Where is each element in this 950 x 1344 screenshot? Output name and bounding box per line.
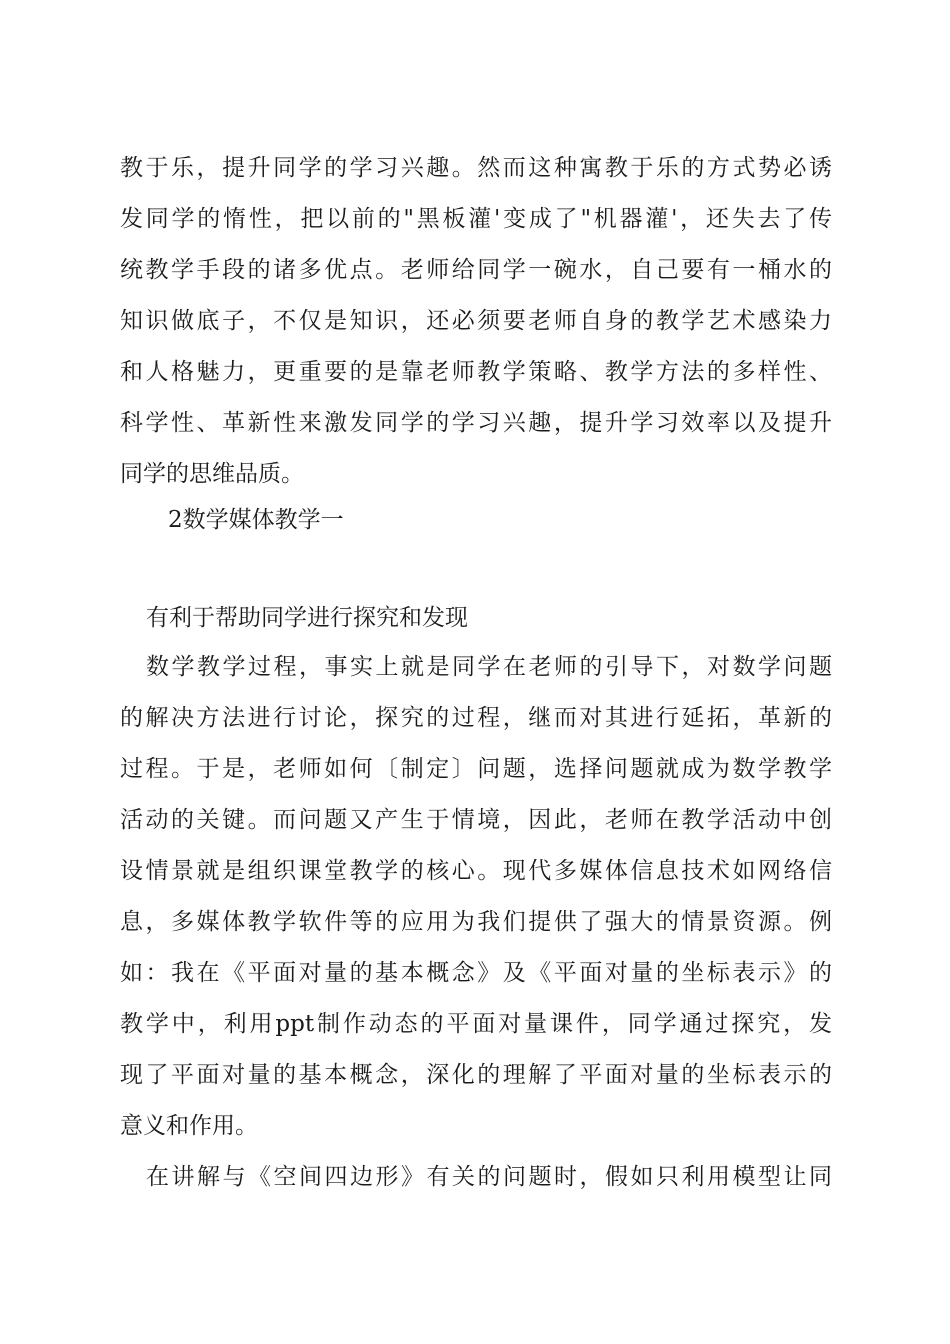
text-line: 教学中，利用ppt制作动态的平面对量课件，同学通过探究，发 [120,1011,832,1037]
text-line: 过程。于是，老师如何〔制定〕问题，选择问题就成为数学教学 [120,756,832,782]
text-line: 统教学手段的诸多优点。老师给同学一碗水，自己要有一桶水的 [120,257,832,283]
text-line: 活动的关键。而问题又产生于情境，因此，老师在教学活动中创 [120,807,832,833]
text-line: 意义和作用。 [120,1113,258,1139]
text-line: 科学性、革新性来激发同学的学习兴趣，提升学习效率以及提升 [120,410,832,436]
text-line: 设情景就是组织课堂教学的核心。现代多媒体信息技术如网络信 [120,858,832,884]
text-line: 同学的思维品质。 [120,461,304,487]
text-line: 知识做底子，不仅是知识，还必须要老师自身的教学艺术感染力 [120,308,832,334]
text-line: 息，多媒体教学软件等的应用为我们提供了强大的情景资源。例 [120,909,832,935]
subsection-heading: 有利于帮助同学进行探究和发现 [146,605,468,631]
text-line: 的解决方法进行讨论，探究的过程，继而对其进行延拓，革新的 [120,705,832,731]
text-line: 数学教学过程，事实上就是同学在老师的引导下，对数学问题 [146,654,832,680]
text-line: 如：我在《平面对量的基本概念》及《平面对量的坐标表示》的 [120,960,832,986]
text-line: 和人格魅力，更重要的是靠老师教学策略、教学方法的多样性、 [120,359,832,385]
text-line: 教于乐，提升同学的学习兴趣。然而这种寓教于乐的方式势必诱 [120,155,832,181]
section-heading: 2数学媒体教学一 [168,507,344,533]
text-line: 发同学的惰性，把以前的"黑板灌'变成了"机器灌'，还失去了传 [120,206,832,232]
text-line: 在讲解与《空间四边形》有关的问题时，假如只利用模型让同 [146,1164,832,1190]
text-line: 现了平面对量的基本概念，深化的理解了平面对量的坐标表示的 [120,1062,832,1088]
